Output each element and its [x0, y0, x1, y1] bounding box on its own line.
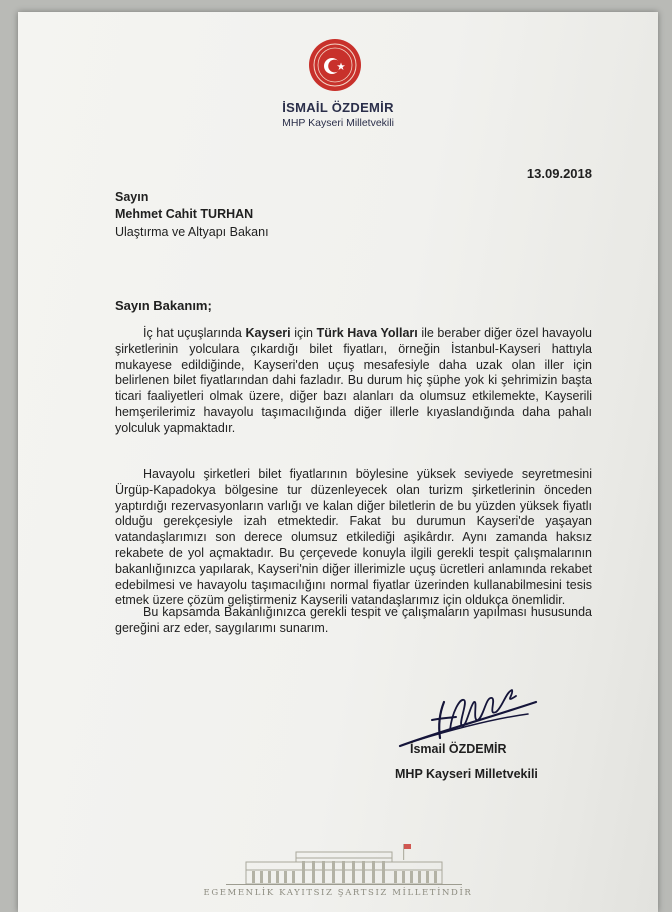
sender-title: MHP Kayseri Milletvekili [282, 117, 394, 129]
salutation: Sayın Bakanım; [115, 298, 212, 313]
footer-motto: EGEMENLİK KAYITSIZ ŞARTSIZ MİLLETİNDİR [203, 888, 473, 898]
letter-date: 13.09.2018 [526, 166, 592, 181]
handwritten-signature-icon [378, 672, 538, 752]
footer-divider [226, 884, 462, 885]
city-name: Kayseri [245, 326, 291, 340]
tbmm-seal-icon [308, 38, 362, 92]
sender-name: İSMAİL ÖZDEMİR [282, 100, 394, 115]
body-paragraph-2: Havayolu şirketleri bilet fiyatlarının böylesine yüksek seviyede seyretmesini Ürgüp-Kapadokya bölgesine tur düzenleyecek olan turizm şirketlerinin önceden yaptırdığı rezervasyonların varlığı ve kalan diğer biletlerin de bu yüzden yüksek fiyatlı olduğu gerekçesiyle izah etmektedir. Fakat bu durumun Kayseri'de yaşayan vatandaşlarımızı son derece olumsuz etkilediği aşikârdır. Aynı zamanda haksız rekabete de yol açmaktadır. Bu çerçevede konuyla ilgili gerekli tespit çalışmalarının bakanlığınızca yapılarak, Kayseri'nin diğer illerimizle uçuş ücretleri anlamında rekabet edebilmesi ve havayolu taşımacılığını normal fiyatlar üzerinden kullanabilmesini tesis etmek üzere çözüm geliştirmeniz Kayserili vatandaşlarımız için oldukça önemlidir. [115, 467, 592, 608]
recipient-title: Ulaştırma ve Altyapı Bakanı [115, 225, 269, 239]
recipient-name: Mehmet Cahit TURHAN [115, 207, 254, 221]
body-paragraph-3: Bu kapsamda Bakanlığınızca gerekli tespit ve çalışmaların yapılması hususunda gereğini arz eder, saygılarımı sunarım. [115, 605, 592, 635]
letter-page [18, 12, 658, 912]
body-paragraph-1: İç hat uçuşlarında Kayseri için Türk Hava Yolları ile beraber diğer özel havayolu şirketlerinin yolculara çıkardığı bilet fiyatları, örneğin İstanbul-Kayseri hattıyla mukayese edildiğinde, Kayseri'den uçuş mesafesiyle daha uzak olan iller için belirlenen bilet fiyatlarından dahi fazladır. Bu durum hiç şüphe yok ki şehrimizin başta ticari faaliyetleri olmak üzere, diğer bazı alanları da olumsuz etkilemekte, Kayserili hemşerilerimiz havayolu taşımacılığında diğer illerle kıyaslandığında daha pahalı yolculuk yapmaktadır. [115, 326, 593, 435]
recipient-greeting: Sayın [115, 190, 149, 204]
signatory-title: MHP Kayseri Milletvekili [395, 767, 538, 781]
airline-name: Türk Hava Yolları [316, 326, 418, 340]
parliament-building-icon [226, 840, 462, 886]
signatory-name: İsmail ÖZDEMİR [410, 742, 507, 756]
